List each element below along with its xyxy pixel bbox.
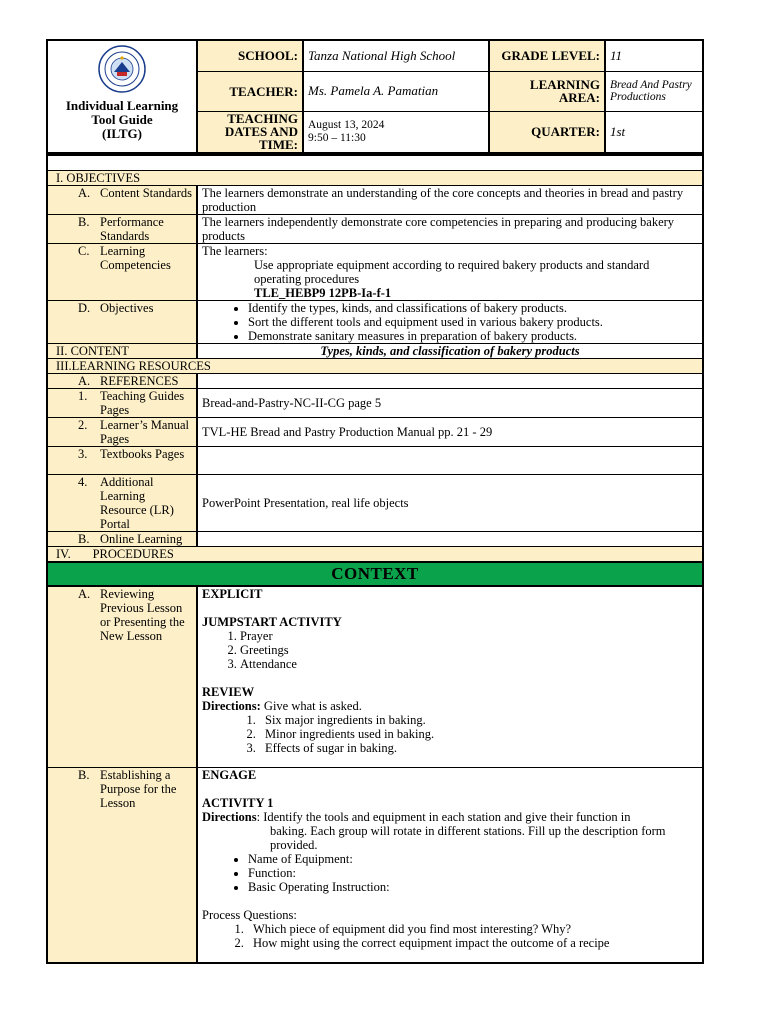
learners-manual-row [47, 418, 703, 447]
learners-manual-label-cell [47, 418, 197, 447]
additional-resources-label: Additional Learning Resource (LR) Portal [100, 475, 174, 531]
establishing-purpose-label: Establishing a Purpose for the Lesson [100, 767, 177, 810]
learning-area-value: Bread And Pastry Productions [605, 71, 703, 111]
list-item: 3. Attendance [240, 657, 698, 671]
context-banner-row [47, 562, 703, 586]
objectives-heading: I. OBJECTIVES [47, 171, 703, 186]
teaching-guides-label: Teaching Guides Pages [100, 389, 185, 417]
quarter-value: 1st [605, 111, 703, 153]
objectives-label-cell [47, 301, 197, 344]
performance-standards-label: Performance Standards [100, 215, 164, 243]
list-item: 2. Greetings [240, 643, 698, 657]
process-questions-heading: Process Questions: [202, 907, 297, 922]
letter: A. [78, 186, 91, 200]
letter: B. [78, 532, 90, 546]
performance-standards-label-cell [47, 215, 197, 244]
list-item: • Basic Operating Instruction: [248, 880, 698, 894]
learners-manual-label: Learner’s Manual Pages [100, 418, 189, 446]
content-standards-row [47, 186, 703, 215]
online-learning-label-cell [47, 532, 197, 547]
objectives-label: Objectives [100, 301, 154, 315]
number: 1. [78, 389, 88, 403]
reviewing-lesson-cell [197, 586, 703, 767]
performance-standards-row [47, 215, 703, 244]
objectives-list [202, 301, 698, 343]
learning-competencies-label-cell [47, 244, 197, 301]
directions-continued: baking. Each group will rotate in different stations. Fill up the description form provided. [270, 823, 666, 852]
letter: B. [78, 215, 90, 229]
list-item: • Function: [248, 866, 698, 880]
learners-manual-value: TVL-HE Bread and Pastry Production Manual pp. 21 - 29 [197, 418, 703, 447]
content-standards-text: The learners demonstrate an understanding of the core concepts and theories in bread and pastry production [197, 186, 703, 215]
activity-directions [202, 810, 698, 824]
letter: A. [78, 587, 91, 601]
list-item: • Identify the types, kinds, and classifications of bakery products. [248, 301, 698, 315]
competencies-code: TLE_HEBP9 12PB-Ia-f-1 [254, 286, 392, 300]
number: 4. [78, 475, 88, 489]
jumpstart-heading: JUMPSTART ACTIVITY [202, 615, 342, 629]
review-list [202, 713, 698, 755]
establishing-purpose-cell [197, 767, 703, 963]
procedures-heading-row [47, 547, 703, 563]
spacer-row [47, 155, 703, 171]
time-value: 9:50 – 11:30 [308, 131, 366, 144]
additional-resources-row [47, 475, 703, 532]
school-logo-cell [47, 40, 197, 153]
list-item: 2. How might using the correct equipment impact the outcome of a recipe [247, 936, 698, 950]
letter: D. [78, 301, 91, 315]
context-banner: CONTEXT [47, 562, 703, 586]
list-item: 1. Six major ingredients in baking. [259, 713, 698, 727]
activity-heading: ACTIVITY 1 [202, 795, 274, 810]
content-row [47, 344, 703, 359]
title-line-3: (ILTG) [102, 126, 142, 141]
directions-text: Give what is asked. [263, 699, 362, 713]
list-item: • Demonstrate sanitary measures in preparation of bakery products. [248, 329, 698, 343]
letter: B. [78, 767, 90, 782]
competencies-intro: The learners: [202, 244, 268, 258]
quarter-label: QUARTER: [489, 111, 605, 153]
references-row [47, 374, 703, 389]
letter: C. [78, 244, 90, 258]
online-learning-label: Online Learning [100, 532, 183, 546]
document-title [52, 99, 192, 141]
objectives-list-cell [197, 301, 703, 344]
additional-resources-value: PowerPoint Presentation, real life objects [197, 475, 703, 532]
title-line-1: Individual Learning [65, 98, 179, 113]
review-heading: REVIEW [202, 685, 255, 699]
process-questions-list [202, 922, 698, 950]
content-standards-label-cell [47, 186, 197, 215]
body-table [46, 154, 704, 964]
establishing-purpose-label-cell [47, 767, 197, 963]
grade-value: 11 [605, 40, 703, 71]
online-learning-value [197, 532, 703, 547]
teacher-value: Ms. Pamela A. Pamatian [303, 71, 489, 111]
school-value: Tanza National High School [303, 40, 489, 71]
reviewing-lesson-row [47, 586, 703, 767]
directions-label: Directions [202, 809, 257, 824]
learning-competencies-cell [197, 244, 703, 301]
content-standards-label: Content Standards [100, 186, 193, 200]
teaching-dates-label: TEACHING DATES AND TIME: [197, 111, 303, 153]
reviewing-lesson-label: Reviewing Previous Lesson or Presenting the New Lesson [100, 587, 185, 643]
engage-heading: ENGAGE [202, 767, 257, 782]
references-value [197, 374, 703, 389]
resources-heading: III.LEARNING RESOURCES [47, 359, 703, 374]
teaching-guides-row [47, 389, 703, 418]
teaching-guides-label-cell [47, 389, 197, 418]
content-text: Types, kinds, and classification of bakery products [197, 344, 703, 359]
letter: A. [78, 374, 91, 388]
textbooks-label-cell [47, 447, 197, 475]
performance-standards-text: The learners independently demonstrate core competencies in preparing and producing bakery products [197, 215, 703, 244]
resources-heading-row [47, 359, 703, 374]
list-item: 2. Minor ingredients used in baking. [259, 727, 698, 741]
objectives-row [47, 301, 703, 344]
establishing-purpose-row [47, 767, 703, 963]
textbooks-row [47, 447, 703, 475]
number: 3. [78, 447, 88, 461]
directions-label: Directions: [202, 699, 261, 713]
list-item: 1. Prayer [240, 629, 698, 643]
teaching-dates-value [303, 111, 489, 153]
explicit-heading: EXPLICIT [202, 587, 263, 601]
school-label: SCHOOL: [197, 40, 303, 71]
textbooks-value [197, 447, 703, 475]
grade-label: GRADE LEVEL: [489, 40, 605, 71]
procedures-heading: IV. PROCEDURES [47, 547, 703, 563]
content-heading: II. CONTENT [47, 344, 197, 359]
number: 2. [78, 418, 88, 432]
learning-competencies-row [47, 244, 703, 301]
objectives-heading-row [47, 171, 703, 186]
learning-competencies-label: Learning Competencies [100, 244, 171, 272]
review-directions [202, 699, 698, 713]
list-item: 1. Which piece of equipment did you find most interesting? Why? [247, 922, 698, 936]
directions-text: : Identify the tools and equipment in each station and give their function in [256, 809, 631, 824]
reviewing-lesson-label-cell [47, 586, 197, 767]
lesson-plan-document [46, 39, 702, 964]
header-table [46, 39, 704, 154]
list-item: • Name of Equipment: [248, 852, 698, 866]
list-item: 3. Effects of sugar in baking. [259, 741, 698, 755]
form-items-list [202, 852, 698, 894]
textbooks-label: Textbooks Pages [100, 447, 185, 461]
teaching-guides-value: Bread-and-Pastry-NC-II-CG page 5 [197, 389, 703, 418]
learning-area-label: LEARNING AREA: [489, 71, 605, 111]
teacher-label: TEACHER: [197, 71, 303, 111]
competencies-text: Use appropriate equipment according to required bakery products and standard operating procedures [254, 258, 650, 286]
references-label-cell [47, 374, 197, 389]
deped-seal-icon [98, 45, 146, 93]
title-line-2: Tool Guide [91, 112, 153, 127]
list-item: • Sort the different tools and equipment used in various bakery products. [248, 315, 698, 329]
additional-resources-label-cell [47, 475, 197, 532]
jumpstart-list [202, 629, 698, 671]
online-learning-row [47, 532, 703, 547]
date-value: August 13, 2024 [308, 118, 385, 131]
references-label: REFERENCES [100, 374, 179, 388]
